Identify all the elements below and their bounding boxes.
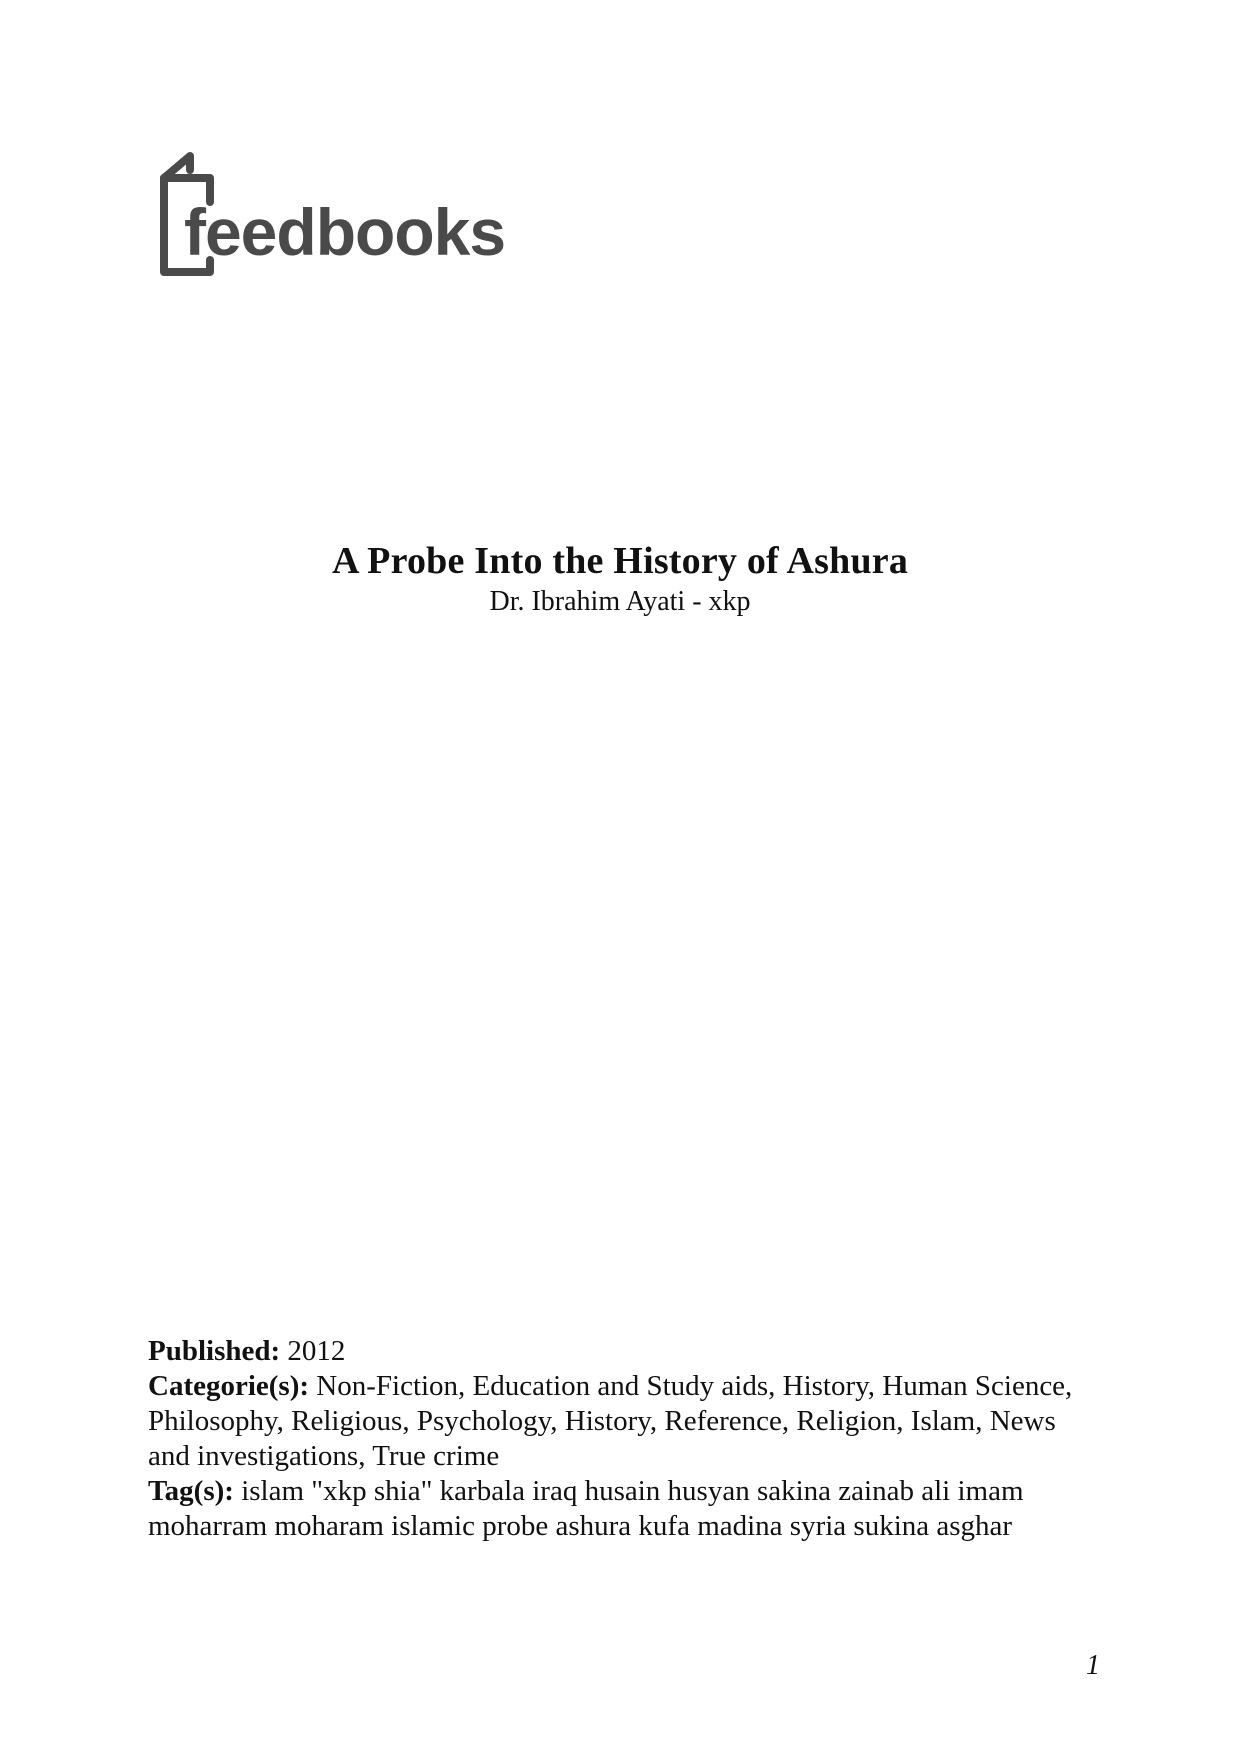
logo-wordmark: feedbooks	[184, 195, 506, 269]
page-number: 1	[1086, 1650, 1100, 1681]
published-row	[148, 1334, 1098, 1369]
tags-label: Tag(s):	[148, 1475, 234, 1507]
feedbooks-logo	[150, 150, 540, 290]
title-block	[0, 538, 1240, 620]
published-label: Published:	[148, 1335, 281, 1367]
published-value: 2012	[287, 1335, 346, 1367]
book-author: Dr. Ibrahim Ayati - xkp	[489, 586, 751, 617]
book-metadata	[148, 1334, 1098, 1544]
categories-label: Categorie(s):	[148, 1370, 310, 1402]
categories-row	[148, 1369, 1098, 1474]
tags-value: islam "xkp shia" karbala iraq husain husyan sakina zainab ali imam moharram moharam islamic probe ashura kufa madina syria sukina asghar	[148, 1475, 1024, 1542]
book-title: A Probe Into the History of Ashura	[331, 540, 909, 582]
categories-value: Non-Fiction, Education and Study aids, History, Human Science, Philosophy, Religious, Psychology, History, Reference, Religion, Islam, News and investigations, True crime	[148, 1370, 1073, 1472]
tags-row	[148, 1474, 1098, 1544]
